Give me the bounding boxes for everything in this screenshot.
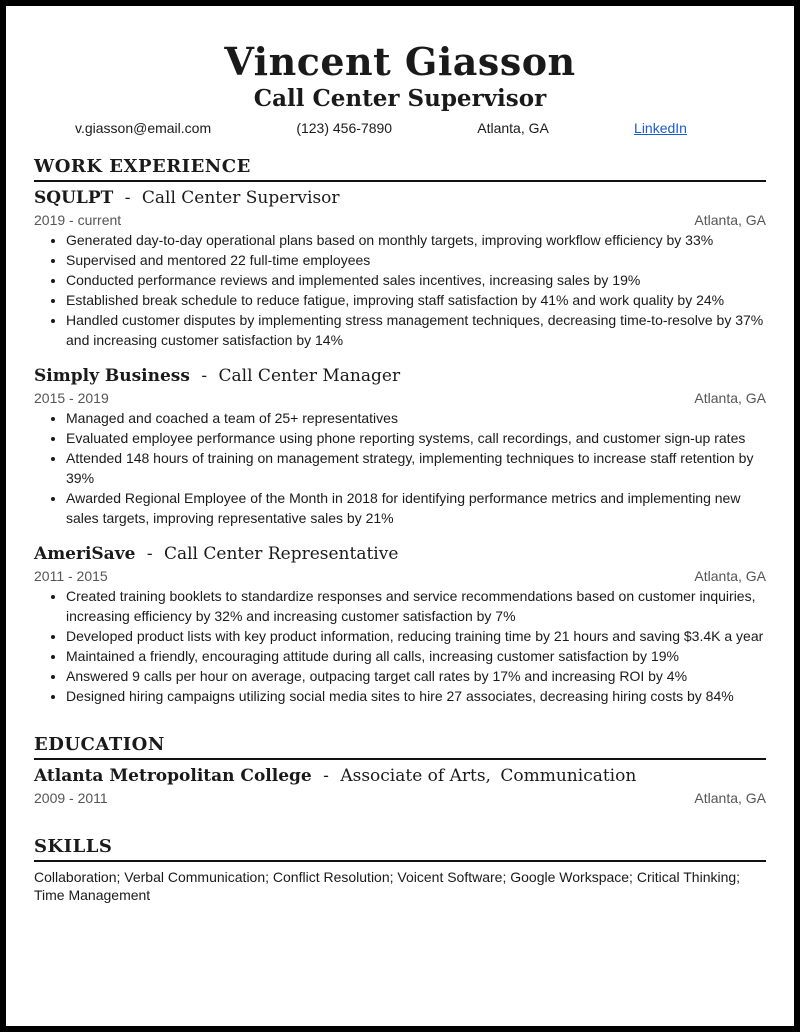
job-role: Call Center Supervisor: [141, 188, 340, 208]
education-school: Atlanta Metropolitan College: [34, 766, 312, 786]
bullet-item: • Awarded Regional Employee of the Month in 2018 for identifying performance metrics and implementing new sales targets, improving representative sales by 21%: [66, 488, 766, 528]
job-simply-business: [34, 364, 766, 528]
job-bullets: [34, 230, 766, 350]
job-meta: [34, 388, 766, 408]
job-location: Atlanta, GA: [694, 568, 766, 584]
education-header: [34, 764, 766, 788]
bullet-item: • Handled customer disputes by implementing stress management techniques, decreasing time-to-resolve by 37% and increasing customer satisfaction by 14%: [66, 310, 766, 350]
job-header: [34, 364, 766, 388]
job-dates: 2019 - current: [34, 212, 122, 228]
education-heading: EDUCATION: [34, 734, 766, 760]
contact-row: [75, 118, 687, 138]
bullet-item: • Managed and coached a team of 25+ representatives: [66, 408, 766, 428]
candidate-name: Vincent Giasson: [224, 39, 576, 84]
bullet-item: • Created training booklets to standardize responses and service recommendations based on customer inquiries, increasing efficiency by 32% and increasing customer satisfaction by 7%: [66, 586, 766, 626]
education-dates: 2009 - 2011: [34, 790, 108, 806]
job-company: SQULPT: [34, 188, 114, 208]
job-role: Call Center Manager: [218, 366, 401, 386]
job-dates: 2015 - 2019: [34, 390, 109, 406]
job-bullets: [34, 408, 766, 528]
job-meta: [34, 210, 766, 230]
job-separator: -: [201, 366, 208, 386]
work-experience-heading: WORK EXPERIENCE: [34, 156, 766, 182]
education-degree: Associate of Arts,: [340, 766, 491, 786]
job-header: [34, 542, 766, 566]
education-meta: [34, 788, 766, 808]
bullet-item: • Supervised and mentored 22 full-time employees: [66, 250, 766, 270]
skills-list: Collaboration; Verbal Communication; Conflict Resolution; Voicent Software; Google Workspace; Critical Thinking; Time Management: [34, 869, 741, 903]
education-separator: -: [323, 766, 329, 786]
job-separator: -: [146, 544, 153, 564]
bullet-item: • Evaluated employee performance using phone reporting systems, call recordings, and customer sign-up rates: [66, 428, 766, 448]
job-amerisave: [34, 542, 766, 706]
job-meta: [34, 566, 766, 586]
contact-email: v.giasson@email.com: [75, 120, 212, 136]
job-bullets: [34, 586, 766, 706]
job-company: AmeriSave: [34, 544, 136, 564]
job-location: Atlanta, GA: [694, 390, 766, 406]
job-location: Atlanta, GA: [694, 212, 766, 228]
candidate-title: Call Center Supervisor: [253, 85, 547, 112]
education-field: Communication: [500, 766, 637, 786]
bullet-item: • Answered 9 calls per hour on average, outpacing target call rates by 17% and increasing ROI by 4%: [66, 666, 766, 686]
bullet-item: • Attended 148 hours of training on management strategy, implementing techniques to increase staff retention by 39%: [66, 448, 766, 488]
bullet-item: • Established break schedule to reduce fatigue, improving staff satisfaction by 41% and work quality by 24%: [66, 290, 766, 310]
job-dates: 2011 - 2015: [34, 568, 108, 584]
job-separator: -: [124, 188, 131, 208]
linkedin-link[interactable]: LinkedIn: [634, 120, 687, 136]
contact-phone: (123) 456-7890: [296, 120, 393, 136]
bullet-item: • Developed product lists with key product information, reducing training time by 21 hours and saving $3.4K a year: [66, 626, 766, 646]
education-entry: [34, 764, 766, 808]
bullet-item: • Conducted performance reviews and implemented sales incentives, increasing sales by 19%: [66, 270, 766, 290]
job-squlpt: [34, 186, 766, 350]
bullet-item: • Designed hiring campaigns utilizing social media sites to hire 27 associates, decreasing hiring costs by 84%: [66, 686, 766, 706]
job-header: [34, 186, 766, 210]
skills-heading: SKILLS: [34, 836, 766, 862]
bullet-item: • Generated day-to-day operational plans based on monthly targets, improving workflow efficiency by 33%: [66, 230, 766, 250]
bullet-item: • Maintained a friendly, encouraging attitude during all calls, increasing customer satisfaction by 19%: [66, 646, 766, 666]
education-location: Atlanta, GA: [694, 790, 766, 806]
job-role: Call Center Representative: [163, 544, 399, 564]
job-company: Simply Business: [34, 366, 190, 386]
contact-location: Atlanta, GA: [477, 120, 549, 136]
